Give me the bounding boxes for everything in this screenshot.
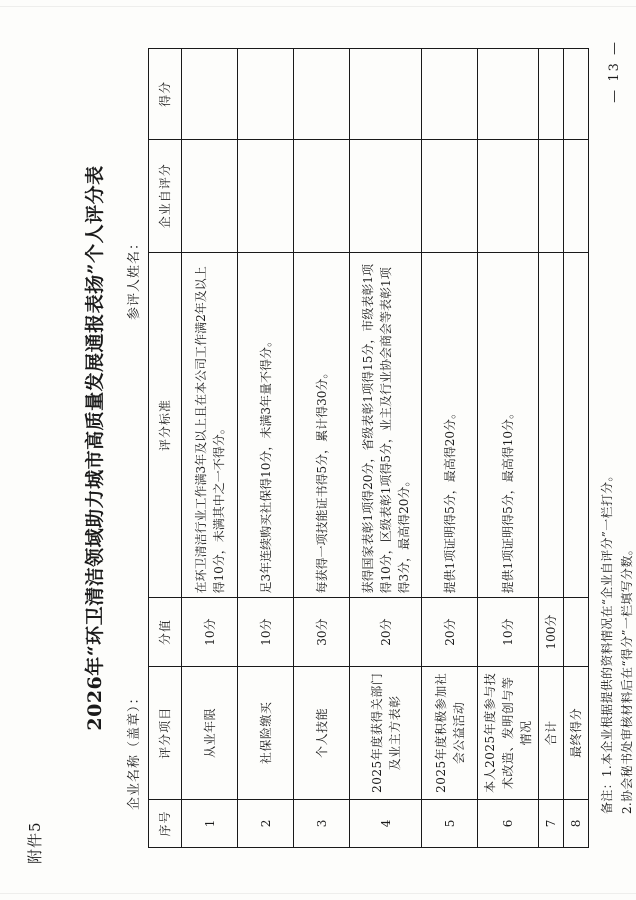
row-score[interactable] — [564, 49, 589, 140]
row-item: 个人技能 — [294, 666, 350, 799]
row-value: 10分 — [182, 598, 238, 666]
row-self-score[interactable] — [294, 139, 350, 252]
table-row — [182, 49, 238, 848]
row-self-score[interactable] — [564, 139, 589, 252]
row-standard — [564, 252, 589, 598]
row-item: 最终得分 — [564, 666, 589, 799]
footnote-1: 备注：1.本企业根据提供的资料情况在“企业自评分”一栏打分。 — [600, 469, 614, 814]
row-value: 20分 — [422, 598, 478, 666]
row-score[interactable] — [294, 49, 350, 140]
row-self-score[interactable] — [182, 139, 238, 252]
attachment-label: 附件5 — [26, 821, 44, 864]
row-standard: 提供1项证明得5分，最高得10分。 — [478, 252, 539, 598]
score-table — [148, 48, 589, 848]
row-self-score[interactable] — [238, 139, 294, 252]
row-value: 100分 — [539, 598, 564, 666]
col-header-standard: 评分标准 — [149, 252, 182, 598]
row-standard: 获得国家表彰1项得20分，省级表彰1项得15分，市级表彰1项得10分，区级表彰1项得5分，业主及行业协会商会等表彰1项得3分，最高得20分。 — [350, 252, 422, 598]
table-row — [478, 49, 539, 848]
row-self-score[interactable] — [478, 139, 539, 252]
row-score[interactable] — [422, 49, 478, 140]
page-title: 2026年“环卫清洁领域助力城市高质量发展通报表扬”个人评分表 — [84, 165, 106, 731]
table-row — [422, 49, 478, 848]
row-no: 1 — [182, 799, 238, 847]
col-header-self-score: 企业自评分 — [149, 139, 182, 252]
row-score[interactable] — [182, 49, 238, 140]
row-self-score[interactable] — [350, 139, 422, 252]
col-header-no: 序号 — [149, 799, 182, 847]
row-value — [564, 598, 589, 666]
row-standard: 足3年连续购买社保得10分，未满3年量不得分。 — [238, 252, 294, 598]
row-score[interactable] — [238, 49, 294, 140]
row-standard — [539, 252, 564, 598]
row-self-score[interactable] — [539, 139, 564, 252]
row-item: 2025年度获得关部门及业主方表彰 — [350, 666, 422, 799]
row-no: 2 — [238, 799, 294, 847]
participant-name-field-label: 参评人姓名： — [127, 236, 142, 321]
col-header-item: 评分项目 — [149, 666, 182, 799]
col-header-value: 分值 — [149, 598, 182, 666]
footnote-2: 2.协会秘书处审核材料后在“得分”一栏填写分数。 — [620, 543, 635, 814]
row-no: 6 — [478, 799, 539, 847]
row-score[interactable] — [539, 49, 564, 140]
row-item: 合计 — [539, 666, 564, 799]
row-no: 4 — [350, 799, 422, 847]
table-header-row — [149, 49, 182, 848]
row-value: 30分 — [294, 598, 350, 666]
table-row — [539, 49, 564, 848]
row-self-score[interactable] — [422, 139, 478, 252]
row-value: 20分 — [350, 598, 422, 666]
row-item: 社保险缴买 — [238, 666, 294, 799]
row-item: 本人2025年度参与技术改造、发明创与等情况 — [478, 666, 539, 799]
row-standard: 提供1项证明得5分，最高得20分。 — [422, 252, 478, 598]
meta-row — [123, 86, 142, 810]
col-header-score: 得分 — [149, 49, 182, 140]
row-value: 10分 — [238, 598, 294, 666]
row-no: 8 — [564, 799, 589, 847]
table-row — [564, 49, 589, 848]
row-item: 2025年度积极参加社会公益活动 — [422, 666, 478, 799]
row-score[interactable] — [478, 49, 539, 140]
table-row — [350, 49, 422, 848]
row-no: 7 — [539, 799, 564, 847]
row-score[interactable] — [350, 49, 422, 140]
row-value: 10分 — [478, 598, 539, 666]
row-standard: 每获得一项技能证书得5分，累计得30分。 — [294, 252, 350, 598]
row-standard: 在环卫清洁行业工作满3年及以上且在本公司工作满2年及以上得10分，未满其中之一不得分。 — [182, 252, 238, 598]
row-no: 5 — [422, 799, 478, 847]
company-name-field-label: 企业名称（盖章）： — [127, 690, 142, 810]
table-row — [294, 49, 350, 848]
page-number: — 13 — — [607, 40, 622, 103]
table-row — [238, 49, 294, 848]
row-no: 3 — [294, 799, 350, 847]
footnotes — [597, 30, 636, 814]
row-item: 从业年限 — [182, 666, 238, 799]
